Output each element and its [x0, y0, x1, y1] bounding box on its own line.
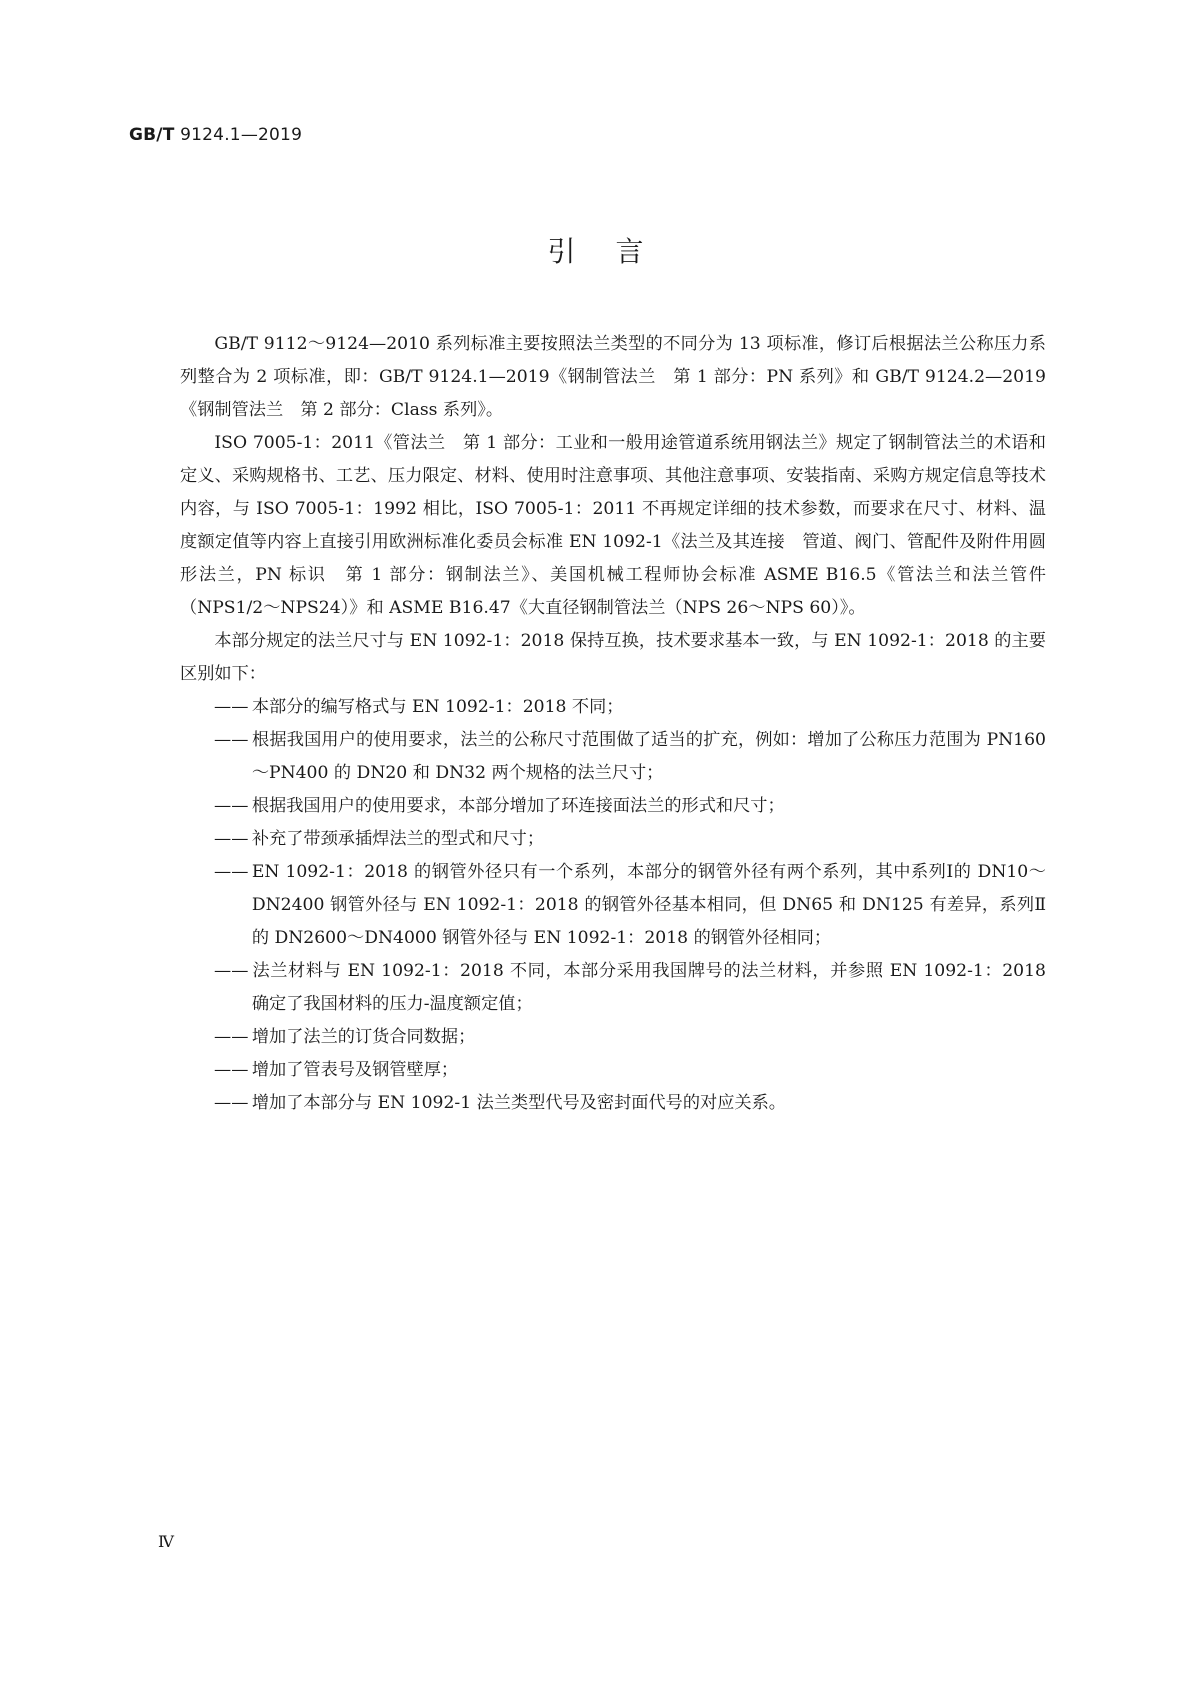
- standard-code-number: 9124.1—2019: [174, 125, 303, 145]
- dash-marker: ——: [214, 796, 249, 816]
- list-item: [214, 955, 1046, 1021]
- dash-marker: ——: [214, 1060, 249, 1080]
- list-item-text: 根据我国用户的使用要求，法兰的公称尺寸范围做了适当的扩充，例如：增加了公称压力范围为 PN160～PN400 的 DN20 和 DN32 两个规格的法兰尺寸；: [251, 730, 1046, 783]
- list-item-text: 补充了带颈承插焊法兰的型式和尺寸；: [251, 829, 545, 849]
- list-item-text: 本部分的编写格式与 EN 1092-1：2018 不同；: [251, 697, 624, 717]
- list-item-text: 增加了法兰的订货合同数据；: [251, 1027, 476, 1047]
- paragraph: GB/T 9112～9124—2010 系列标准主要按照法兰类型的不同分为 13 项标准，修订后根据法兰公称压力系列整合为 2 项标准，即：GB/T 9124.1—2019《钢制管法兰 第 1 部分：PN 系列》和 GB/T 9124.2—2019《钢制管法兰 第 2 部分：Class 系列》。: [180, 334, 1046, 420]
- list-item: [214, 790, 1046, 823]
- list-item: [214, 691, 1046, 724]
- list-item-text: 法兰材料与 EN 1092-1：2018 不同，本部分采用我国牌号的法兰材料，并参照 EN 1092-1：2018 确定了我国材料的压力-温度额定值；: [251, 961, 1046, 1014]
- paragraph: ISO 7005-1：2011《管法兰 第 1 部分：工业和一般用途管道系统用钢法兰》规定了钢制管法兰的术语和定义、采购规格书、工艺、压力限定、材料、使用时注意事项、其他注意事项、安装指南、采购方规定信息等技术内容，与 ISO 7005-1：1992 相比，ISO 7005-1：2011 不再规定详细的技术参数，而要求在尺寸、材料、温度额定值等内容上直接引用欧洲标准化委员会标准 EN 1092-1《法兰及其连接 管道、阀门、管配件及附件用圆形法兰，PN 标识 第 1 部分：钢制法兰》、美国机械工程师协会标准 ASME B16.5《管法兰和法兰管件（NPS1/2～NPS24）》和 ASME B16.47《大直径钢制管法兰（NPS 26～NPS 60）》。: [180, 433, 1046, 618]
- dash-marker: ——: [214, 829, 249, 849]
- dash-marker: ——: [214, 862, 249, 882]
- standard-code-prefix: GB/T: [129, 125, 175, 145]
- list-item: [214, 856, 1046, 955]
- list-item: [214, 724, 1046, 790]
- list-item-text: 增加了本部分与 EN 1092-1 法兰类型代号及密封面代号的对应关系。: [251, 1093, 786, 1113]
- standard-code: [129, 125, 302, 145]
- list-item-text: 增加了管表号及钢管壁厚；: [251, 1060, 459, 1080]
- list-item: [214, 1054, 1046, 1087]
- dash-marker: ——: [214, 697, 249, 717]
- list-item-text: 根据我国用户的使用要求，本部分增加了环连接面法兰的形式和尺寸；: [251, 796, 785, 816]
- page-title: 引言: [547, 235, 684, 268]
- page-number: Ⅳ: [158, 1532, 174, 1551]
- list-item-text: EN 1092-1：2018 的钢管外径只有一个系列，本部分的钢管外径有两个系列，其中系列Ⅰ的 DN10～DN2400 钢管外径与 EN 1092-1：2018 的钢管外径基本相同，但 DN65 和 DN125 有差异，系列Ⅱ的 DN2600～DN4000 钢管外径与 EN 1092-1：2018 的钢管外径相同；: [251, 862, 1046, 948]
- differences-list: [180, 691, 1046, 1120]
- dash-marker: ——: [214, 1093, 249, 1113]
- dash-marker: ——: [214, 1027, 249, 1047]
- dash-marker: ——: [214, 730, 249, 750]
- introduction-body: [180, 328, 1046, 1120]
- list-item: [214, 1087, 1046, 1120]
- list-item: [214, 823, 1046, 856]
- list-item: [214, 1021, 1046, 1054]
- paragraph: 本部分规定的法兰尺寸与 EN 1092-1：2018 保持互换，技术要求基本一致，与 EN 1092-1：2018 的主要区别如下：: [180, 631, 1046, 684]
- dash-marker: ——: [214, 961, 249, 981]
